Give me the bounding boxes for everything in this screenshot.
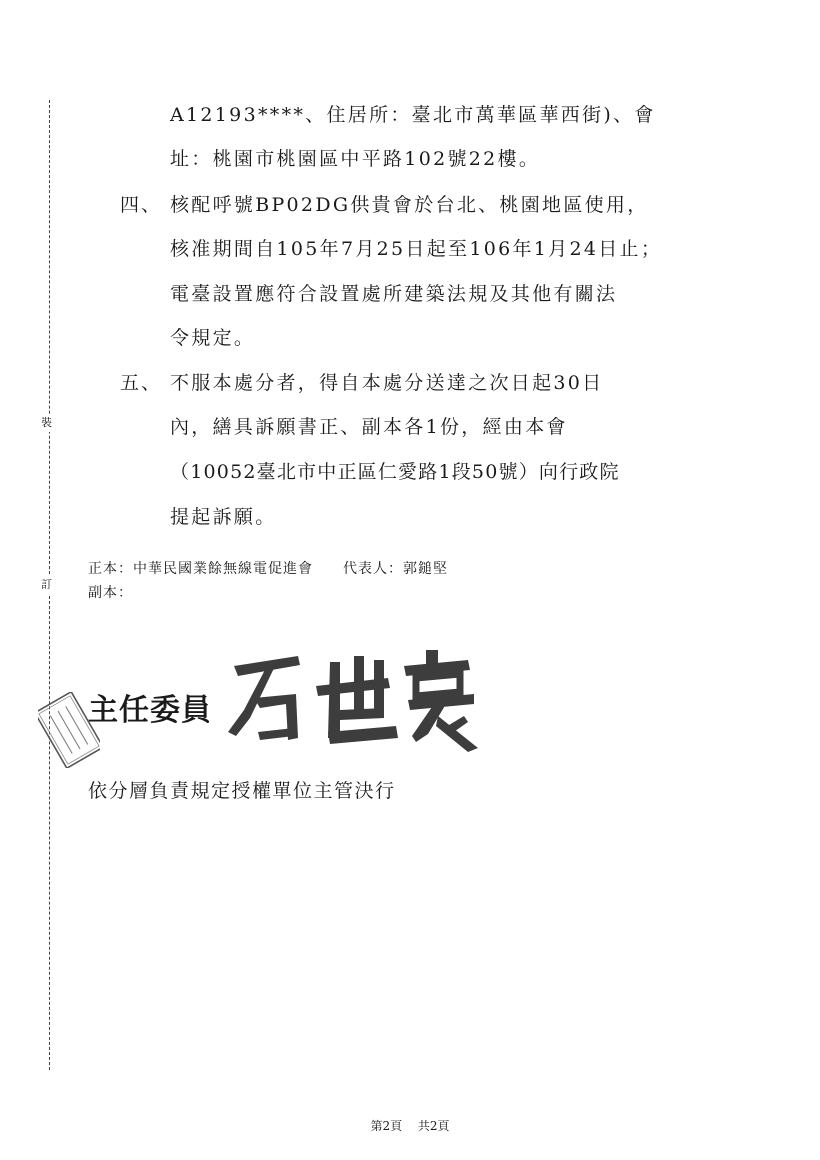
item4-line-4: 令規定。	[170, 327, 256, 349]
item5-number: 五、	[120, 372, 163, 394]
item4-number: 四、	[120, 194, 163, 216]
item5-line-3: （10052臺北市中正區仁愛路1段50號）向行政院	[170, 461, 620, 483]
binding-mark-zhuang: 裝	[41, 414, 52, 432]
page-total: 共2頁	[417, 1119, 450, 1133]
item5-line-4: 提起訴願。	[170, 506, 277, 528]
item5-line-2: 內，繕具訴願書正、副本各1份，經由本會	[170, 416, 568, 438]
item4-line-3: 電臺設置應符合設置處所建築法規及其他有關法	[170, 283, 618, 305]
item3-line-2: 址：桃園市桃園區中平路102號22樓。	[170, 148, 541, 170]
delegation-statement: 依分層負責規定授權單位主管決行	[88, 780, 396, 802]
item4-line-2: 核准期間自105年7月25日起至106年1月24日止；	[170, 238, 663, 260]
item3-line-1: A12193****、住居所：臺北市萬華區華西街)、會	[170, 104, 656, 126]
item4-line-1: 核配呼號BP02DG供貴會於台北、桃園地區使用，	[170, 194, 649, 216]
recipients-copy: 副本：	[88, 585, 133, 601]
recipients-main: 正本：中華民國業餘無線電促進會 代表人：郭鎚堅	[88, 561, 448, 577]
handwritten-signature	[216, 638, 486, 758]
binding-mark-ding: 訂	[41, 576, 52, 594]
page-current: 第2頁	[370, 1119, 403, 1133]
page-number	[0, 1117, 820, 1134]
item5-line-1: 不服本處分者，得自本處分送達之次日起30日	[170, 372, 604, 394]
signatory-title: 主任委員	[88, 693, 212, 728]
